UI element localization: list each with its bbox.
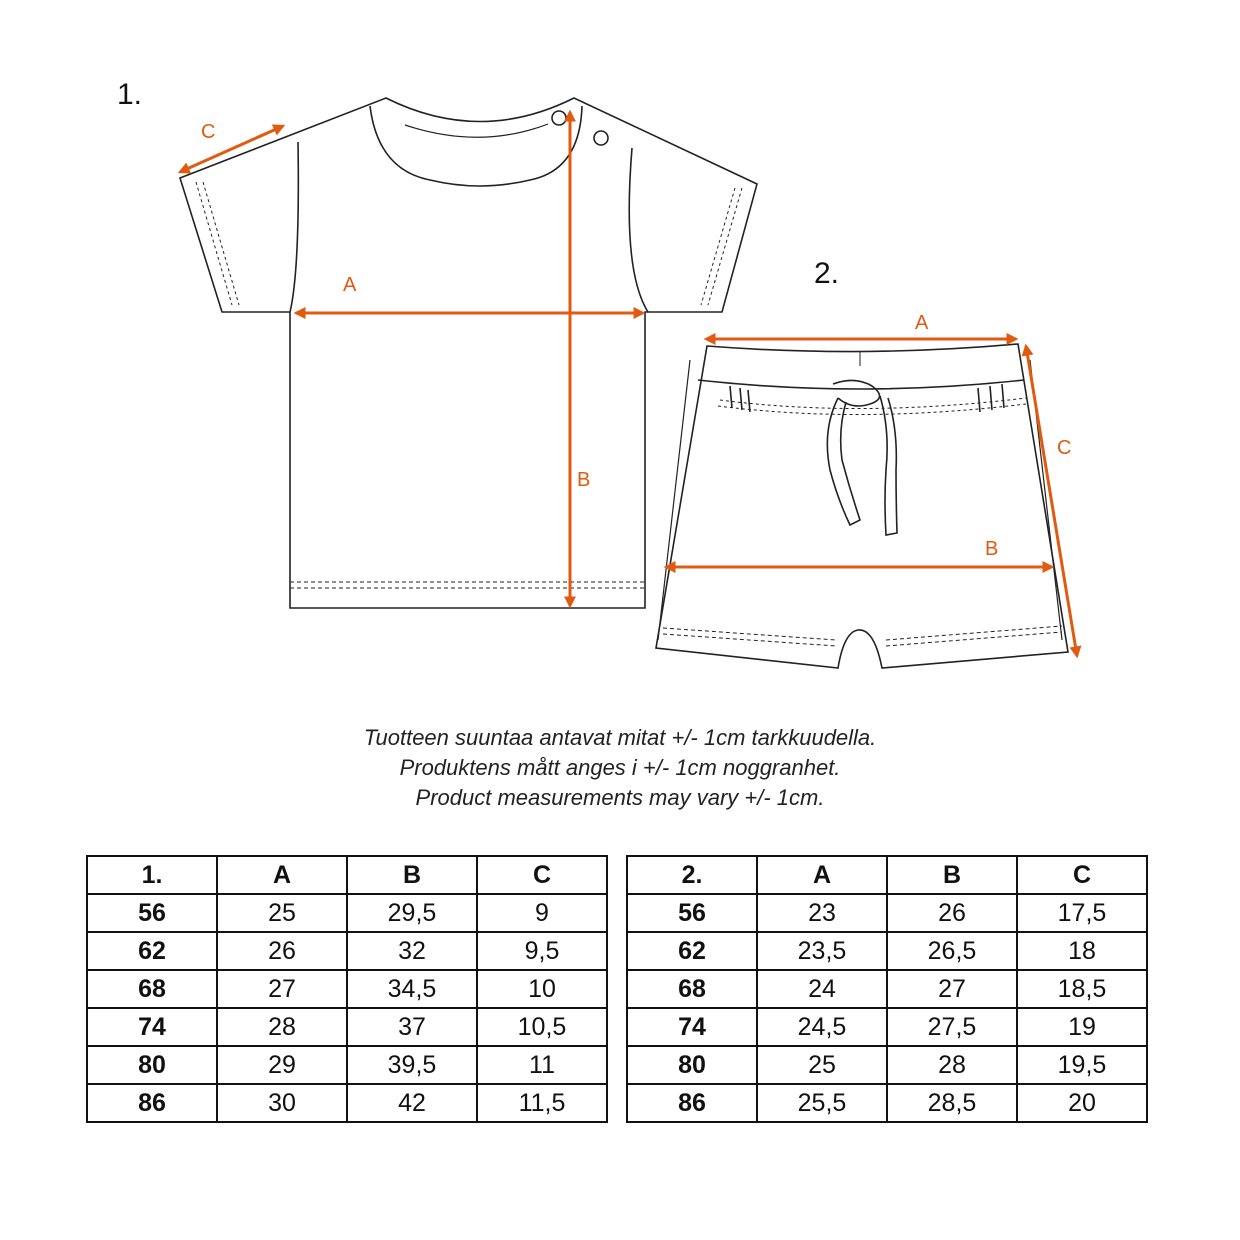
shirt-figure-number: 1.: [117, 78, 143, 111]
table-header-cell: 1.: [87, 856, 217, 894]
table-cell: 27: [217, 970, 347, 1008]
shirt-label-c: C: [201, 121, 216, 143]
table-cell: 9,5: [477, 932, 607, 970]
table-row: [87, 894, 607, 932]
table-header-cell: B: [887, 856, 1017, 894]
shorts-drawing: [656, 344, 1068, 668]
table-header-cell: B: [347, 856, 477, 894]
table-cell: 24: [757, 970, 887, 1008]
size-cell: 74: [87, 1008, 217, 1046]
table-cell: 28: [887, 1046, 1017, 1084]
size-cell: 56: [627, 894, 757, 932]
disclaimer-swedish: Produktens mått anges i +/- 1cm noggranhet.: [399, 755, 841, 780]
table-cell: 23: [757, 894, 887, 932]
table-row: [87, 1008, 607, 1046]
table-cell: 25,5: [757, 1084, 887, 1122]
shorts-size-table: [626, 855, 1148, 1123]
table-header-cell: C: [477, 856, 607, 894]
table-cell: 26: [217, 932, 347, 970]
table-cell: 28,5: [887, 1084, 1017, 1122]
disclaimer-english: Product measurements may vary +/- 1cm.: [415, 785, 825, 810]
size-cell: 86: [627, 1084, 757, 1122]
table-cell: 25: [217, 894, 347, 932]
table-cell: 18,5: [1017, 970, 1147, 1008]
table-row: [627, 894, 1147, 932]
table-row: [87, 1046, 607, 1084]
table-row: [627, 970, 1147, 1008]
table-cell: 25: [757, 1046, 887, 1084]
shorts-label-b: B: [985, 538, 999, 560]
table-row: [627, 932, 1147, 970]
table-cell: 39,5: [347, 1046, 477, 1084]
table-header-cell: A: [757, 856, 887, 894]
table-cell: 19,5: [1017, 1046, 1147, 1084]
table-row: [87, 970, 607, 1008]
table-header-cell: 2.: [627, 856, 757, 894]
size-cell: 56: [87, 894, 217, 932]
table-cell: 18: [1017, 932, 1147, 970]
size-cell: 68: [87, 970, 217, 1008]
table-cell: 26: [887, 894, 1017, 932]
table-cell: 37: [347, 1008, 477, 1046]
table-cell: 29,5: [347, 894, 477, 932]
table-cell: 10: [477, 970, 607, 1008]
shirt-label-a: A: [343, 274, 357, 296]
table-cell: 27,5: [887, 1008, 1017, 1046]
table-cell: 42: [347, 1084, 477, 1122]
table-row: [627, 1046, 1147, 1084]
size-cell: 74: [627, 1008, 757, 1046]
table-header-cell: C: [1017, 856, 1147, 894]
table-cell: 23,5: [757, 932, 887, 970]
table-cell: 30: [217, 1084, 347, 1122]
table-cell: 11: [477, 1046, 607, 1084]
table-cell: 29: [217, 1046, 347, 1084]
table-header-cell: A: [217, 856, 347, 894]
disclaimer-finnish: Tuotteen suuntaa antavat mitat +/- 1cm tarkkuudella.: [363, 725, 877, 750]
shorts-label-c: C: [1057, 437, 1072, 459]
table-header-row: [87, 856, 607, 894]
table-cell: 10,5: [477, 1008, 607, 1046]
table-cell: 28: [217, 1008, 347, 1046]
table-row: [87, 932, 607, 970]
table-cell: 9: [477, 894, 607, 932]
table-cell: 34,5: [347, 970, 477, 1008]
size-cell: 80: [627, 1046, 757, 1084]
table-row: [627, 1008, 1147, 1046]
table-cell: 19: [1017, 1008, 1147, 1046]
table-row: [627, 1084, 1147, 1122]
table-cell: 26,5: [887, 932, 1017, 970]
table-header-row: [627, 856, 1147, 894]
size-cell: 62: [87, 932, 217, 970]
shirt-label-b: B: [577, 469, 591, 491]
shorts-label-a: A: [915, 312, 929, 334]
size-cell: 80: [87, 1046, 217, 1084]
table-cell: 27: [887, 970, 1017, 1008]
shorts-figure-number: 2.: [814, 257, 840, 290]
table-cell: 20: [1017, 1084, 1147, 1122]
size-cell: 86: [87, 1084, 217, 1122]
table-cell: 24,5: [757, 1008, 887, 1046]
table-row: [87, 1084, 607, 1122]
table-cell: 32: [347, 932, 477, 970]
size-cell: 68: [627, 970, 757, 1008]
table-cell: 17,5: [1017, 894, 1147, 932]
table-cell: 11,5: [477, 1084, 607, 1122]
shirt-size-table: [86, 855, 608, 1123]
measurement-disclaimer: [220, 723, 1020, 813]
size-cell: 62: [627, 932, 757, 970]
